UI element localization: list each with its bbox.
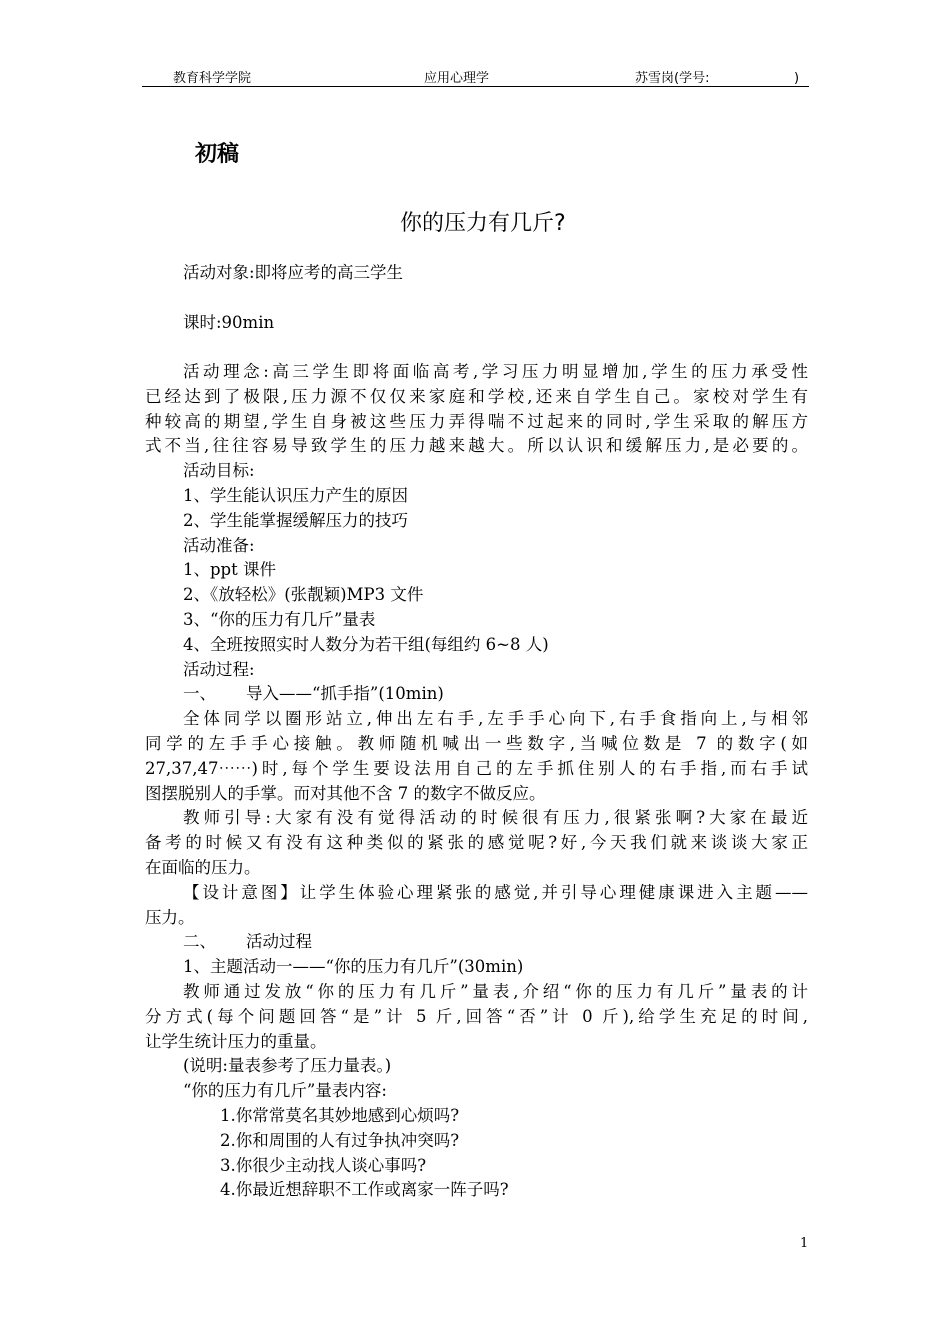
header-student-close: ) [794,71,800,86]
design-intent-line-2: 压力。 [145,908,195,927]
guide-line-1: 教师引导:大家有没有觉得活动的时候很有压力,很紧张啊?大家在最近 [183,808,808,827]
scale-question-4: 4.你最近想辞职不工作或离家一阵子吗? [220,1180,509,1199]
activity-target: 活动对象:即将应考的高三学生 [183,263,404,282]
goal-item-1: 1、学生能认识压力产生的原因 [183,486,408,505]
scale-desc-line-3: 让学生统计压力的重量。 [145,1032,327,1051]
process-heading: 活动过程: [183,660,255,679]
header-major: 应用心理学 [424,71,490,86]
scale-note: (说明:量表参考了压力量表。) [183,1056,392,1075]
section-1-number: 一、 [183,684,216,703]
document-title: 你的压力有几斤? [400,211,566,236]
scale-desc-line-2: 分方式(每个问题回答“是”计 5 斤,回答“否”计 0 斤),给学生充足的时间, [145,1007,808,1026]
class-hours: 课时:90min [183,313,275,332]
section-1-title: 导入——“抓手指”(10min) [246,684,444,703]
prep-item-3: 3、“你的压力有几斤”量表 [183,610,376,629]
intro-line-2: 同学的左手手心接触。教师随机喊出一些数字,当喊位数是 7 的数字(如 [145,734,808,753]
prep-heading: 活动准备: [183,536,255,555]
scale-question-3: 3.你很少主动找人谈心事吗? [220,1156,427,1175]
theme-activity-1: 1、主题活动一——“你的压力有几斤”(30min) [183,957,524,976]
header-student: 苏雪岗(学号: [635,71,710,86]
page-number: 1 [800,1236,809,1251]
scale-desc-line-1: 教师通过发放“你的压力有几斤”量表,介绍“你的压力有几斤”量表的计 [183,982,808,1001]
prep-item-2: 2、《放轻松》(张靓颖)MP3 文件 [183,585,424,604]
guide-line-3: 在面临的压力。 [145,858,261,877]
scale-question-2: 2.你和周围的人有过争执冲突吗? [220,1131,460,1150]
guide-line-2: 备考的时候又有没有这种类似的紧张的感觉呢?好,今天我们就来谈谈大家正 [145,833,808,852]
concept-line-3: 种较高的期望,学生自身被这些压力弄得喘不过起来的同时,学生采取的解压方 [145,412,808,431]
scale-content-heading: “你的压力有几斤”量表内容: [183,1081,387,1100]
section-2-title: 活动过程 [246,932,312,951]
prep-item-4: 4、全班按照实时人数分为若干组(每组约 6~8 人) [183,635,549,654]
prep-item-1: 1、ppt 课件 [183,560,276,579]
draft-label: 初稿 [195,142,240,167]
intro-line-3: 27,37,47⋯⋯)时,每个学生要设法用自己的左手抓住别人的右手指,而右手试 [145,759,808,778]
section-2-number: 二、 [183,932,216,951]
header-rule [142,86,809,87]
design-intent-line-1: 【设计意图】让学生体验心理紧张的感觉,并引导心理健康课进入主题—— [183,883,808,902]
concept-line-4: 式不当,往往容易导致学生的压力越来越大。所以认识和缓解压力,是必要的。 [145,436,808,455]
header-college: 教育科学学院 [173,71,252,86]
intro-line-4: 图摆脱别人的手掌。而对其他不含 7 的数字不做反应。 [145,784,546,803]
scale-question-1: 1.你常常莫名其妙地感到心烦吗? [220,1106,460,1125]
goal-item-2: 2、学生能掌握缓解压力的技巧 [183,511,408,530]
goals-heading: 活动目标: [183,461,255,480]
concept-line-2: 已经达到了极限,压力源不仅仅来家庭和学校,还来自学生自己。家校对学生有 [145,387,808,406]
intro-line-1: 全体同学以圈形站立,伸出左右手,左手手心向下,右手食指向上,与相邻 [183,709,808,728]
concept-line-1: 活动理念:高三学生即将面临高考,学习压力明显增加,学生的压力承受性 [183,362,808,381]
